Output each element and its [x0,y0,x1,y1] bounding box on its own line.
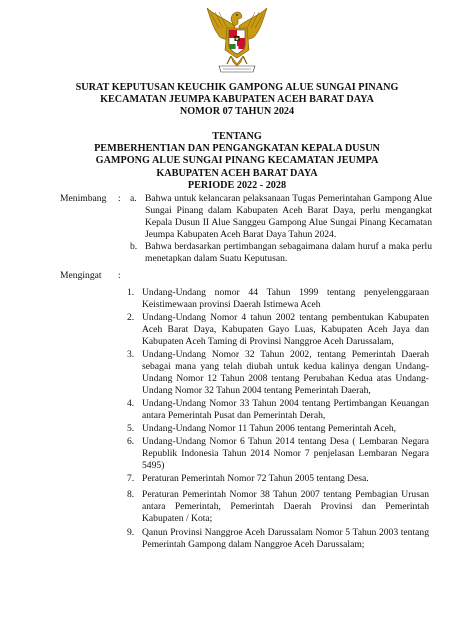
item-marker: b. [130,241,138,252]
mengingat-colon: : [118,270,121,281]
item-text: Bahwa untuk kelancaran pelaksanaan Tugas Pemerintahan Gampong Alue Sungai Pinang dalam Kabupaten Aceh Barat Daya, perlu mengangkat Kepala Dusun II Alue Sanggeu Gampong Alue Sungai Pinang Kecamatan Jeumpa Kabupaten Aceh Barat Daya Tahun 2024. [145,193,432,240]
item-text: Qanun Provinsi Nanggroe Aceh Darussalam Nomor 5 Tahun 2003 tentang Pemerintah Gampong dalam Nanggroe Aceh Darussalam; [142,527,429,550]
item-marker: 4. [127,398,135,409]
tentang-block [0,131,474,192]
item-marker: 9. [127,527,135,538]
document-header [0,82,474,119]
subject-line: KABUPATEN ACEH BARAT DAYA [156,167,318,179]
item-marker: 7. [127,473,135,484]
item-text: Peraturan Pemerintah Nomor 38 Tahun 2007 tentang Pembagian Urusan antara Pemerintah, Pemerintah Daerah Provinsi dan Pemerintah Kabupaten / Kota; [142,489,429,524]
subject-line: PEMBERHENTIAN DAN PENGANGKATAN KEPALA DUSUN [94,143,380,155]
item-text: Undang-Undang Nomor 33 Tahun 2004 tentang Pertimbangan Keuangan antara Pemerintah Pusat dan Pemerintah Derah, [142,398,429,421]
item-text: Undang-Undang nomor 44 Tahun 1999 tentang penyelenggaraan Keistimewaan provinsi Daerah Istimewa Aceh [142,287,429,310]
header-number-line: NOMOR 07 TAHUN 2024 [179,106,295,118]
item-text: Undang-Undang Nomor 6 Tahun 2014 tentang Desa ( Lembaran Negara Republik Indonesia Tahun 2014 Nomor 7 penjelasan Lembaran Negara 5495) [142,436,429,471]
menimbang-label: Menimbang [60,193,107,204]
menimbang-colon: : [118,193,121,204]
item-text: Undang-Undang Nomor 11 Tahun 2006 tentang Pemerintah Aceh, [142,423,397,434]
item-marker: 2. [127,312,135,323]
item-text: Undang-Undang Nomor 32 Tahun 2002, tentang Pemerintah Daerah sebagai mana yang telah diubah untuk kedua kalinya dengan Undang-Undang Nomor 12 Tahun 2008 tentang Perubahan Kedua atas Undang-Undang Nomor 32 Tahun 2004 tentang Pemerintah Daerah, [142,349,429,396]
item-marker: 3. [127,349,135,360]
item-marker: a. [130,193,137,204]
subject-line: GAMPONG ALUE SUNGAI PINANG KECAMATAN JEUMPA [95,155,379,167]
item-marker: 8. [127,489,135,500]
header-subtitle-line: KECAMATAN JEUMPA KABUPATEN ACEH BARAT DAYA [100,94,374,106]
item-marker: 6. [127,436,135,447]
garuda-emblem-icon [205,6,269,74]
header-title-line: SURAT KEPUTUSAN KEUCHIK GAMPONG ALUE SUNGAI PINANG [75,82,399,93]
mengingat-label: Mengingat [60,270,102,281]
item-text: Bahwa berdasarkan pertimbangan sebagaimana dalam huruf a maka perlu menetapkan dalam Suatu Keputusan. [145,241,432,264]
tentang-label: TENTANG [212,131,262,142]
item-text: Peraturan Pemerintah Nomor 72 Tahun 2005 tentang Desa. [142,473,369,484]
item-text: Undang-Undang Nomor 4 tahun 2002 tentang pembentukan Kabupaten Aceh Barat Daya, Kabupaten Gayo Luas, Kabupaten Aceh Jaya dan Kabupaten Aceh Taming di Provinsi Nanggroe Aceh Darussalam, [142,312,429,347]
period-line: PERIODE 2022 - 2028 [187,179,287,191]
item-marker: 5. [127,423,135,434]
item-marker: 1. [127,287,135,298]
